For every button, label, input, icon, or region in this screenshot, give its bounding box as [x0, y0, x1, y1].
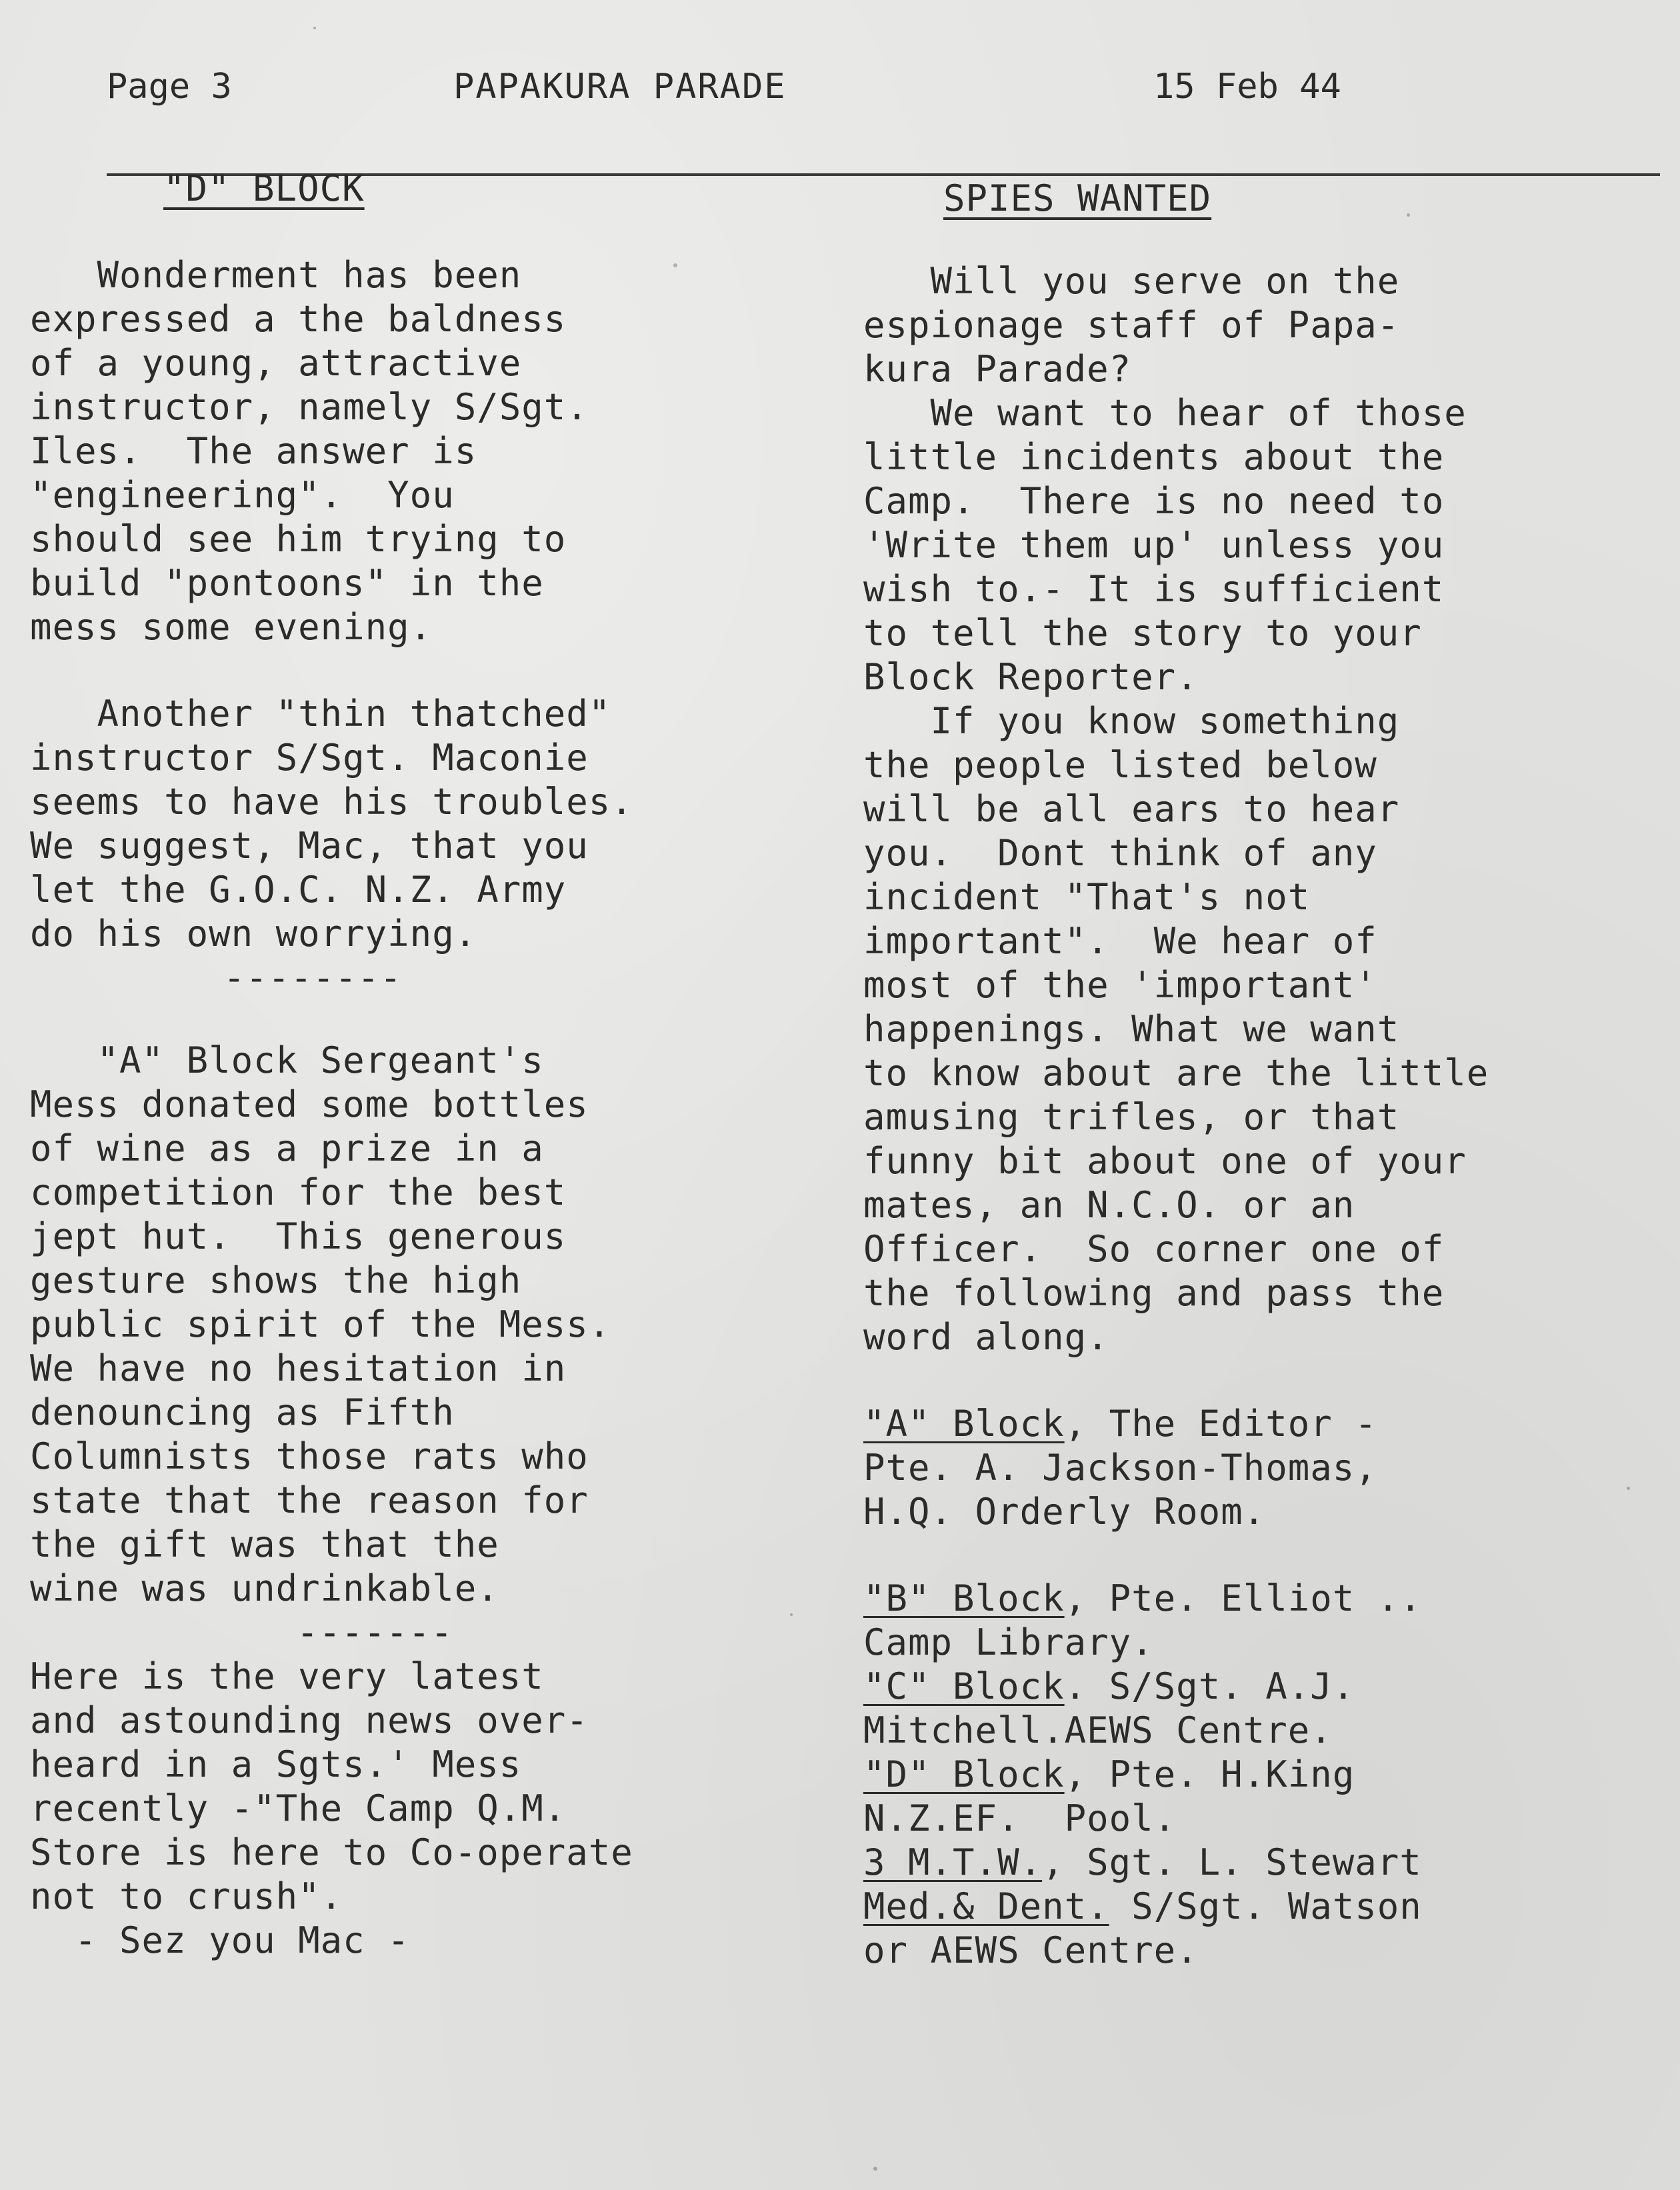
d-block-para-maconie: Another "thin thatched" instructor S/Sgt. Maconie seems to have his troubles. We suggest, Mac, that you let the G.O.C. N.Z. Army do his own worrying.	[30, 693, 633, 955]
contact-med-dent	[863, 1885, 1617, 1973]
paper-speck	[873, 2167, 877, 2171]
paper-speck	[1407, 213, 1410, 217]
paper-speck	[1627, 1487, 1630, 1490]
paper-speck	[673, 263, 677, 267]
contact-detail: S/Sgt. Watson or AEWS Centre.	[863, 1885, 1422, 1971]
contact-detail: , Sgt. L. Stewart	[1042, 1841, 1422, 1883]
contact-label: "C" Block	[863, 1665, 1065, 1707]
d-block-para-baldness: Wonderment has been expressed a the baldness of a young, attractive instructor, namely S/Sgt. Iles. The answer is "engineering". You should see him trying to build "pontoons" in the mess some evening.	[30, 254, 589, 648]
contact-label: "D" Block	[863, 1753, 1065, 1795]
contact-label: "A" Block	[863, 1403, 1065, 1445]
spies-para-espionage: Will you serve on the espionage staff of Papa- kura Parade? We want to hear of those little incidents about the Camp. There is no need to 'Write them up' unless you wish to.- It is sufficient to tell the story to your Block Reporter.	[863, 260, 1467, 698]
section-divider: --------	[223, 957, 403, 999]
contact-c-block	[863, 1665, 1617, 1753]
contact-label: 3 M.T.W.	[863, 1841, 1043, 1883]
contact-label: "B" Block	[863, 1577, 1065, 1619]
d-block-para-wine-prize: "A" Block Sergeant's Mess donated some bottles of wine as a prize in a competition for the best jept hut. This generous gesture shows the high public spirit of the Mess. We have no hesitation in denouncing as Fifth Columnists those rats who state that the reason for the gift was that the wine was undrinkable.	[30, 1039, 611, 1609]
section-divider: -------	[297, 1611, 453, 1653]
contact-a-block	[863, 1402, 1617, 1534]
spies-wanted-heading: SPIES WANTED	[943, 177, 1212, 219]
left-column	[30, 167, 783, 1963]
page-number: Page 3	[107, 67, 232, 107]
contact-label: Med.& Dent.	[863, 1885, 1109, 1927]
d-block-heading: "D" BLOCK	[163, 167, 365, 209]
contact-detail: . S/Sgt. A.J. Mitchell.AEWS Centre.	[863, 1665, 1355, 1751]
contact-d-block	[863, 1753, 1617, 1841]
spies-para-reporters: If you know something the people listed below will be all ears to hear you. Dont think of any incident "That's not important". We hear of most of the 'important' happenings. What we want to know about are the little amusing trifles, or that funny bit about one of your mates, an N.C.O. or an Officer. So corner one of the following and pass the word along.	[863, 700, 1489, 1358]
contact-b-block	[863, 1577, 1617, 1665]
paper-speck	[313, 27, 316, 29]
contact-detail: , Pte. H.King N.Z.EF. Pool.	[863, 1753, 1355, 1839]
contact-3-mtw	[863, 1841, 1617, 1885]
paper-speck	[790, 1613, 793, 1616]
contact-detail: , The Editor - Pte. A. Jackson-Thomas, H.Q. Orderly Room.	[863, 1403, 1377, 1533]
page-header	[107, 67, 1553, 120]
newsletter-title: PAPAKURA PARADE	[453, 67, 787, 107]
contact-detail: , Pte. Elliot .. Camp Library.	[863, 1577, 1422, 1663]
issue-date: 15 Feb 44	[1153, 67, 1341, 107]
right-column	[863, 177, 1617, 1973]
d-block-para-qm-store: Here is the very latest and astounding news over- heard in a Sgts.' Mess recently -"The Camp Q.M. Store is here to Co-operate not to crush". - Sez you Mac -	[30, 1655, 633, 1961]
